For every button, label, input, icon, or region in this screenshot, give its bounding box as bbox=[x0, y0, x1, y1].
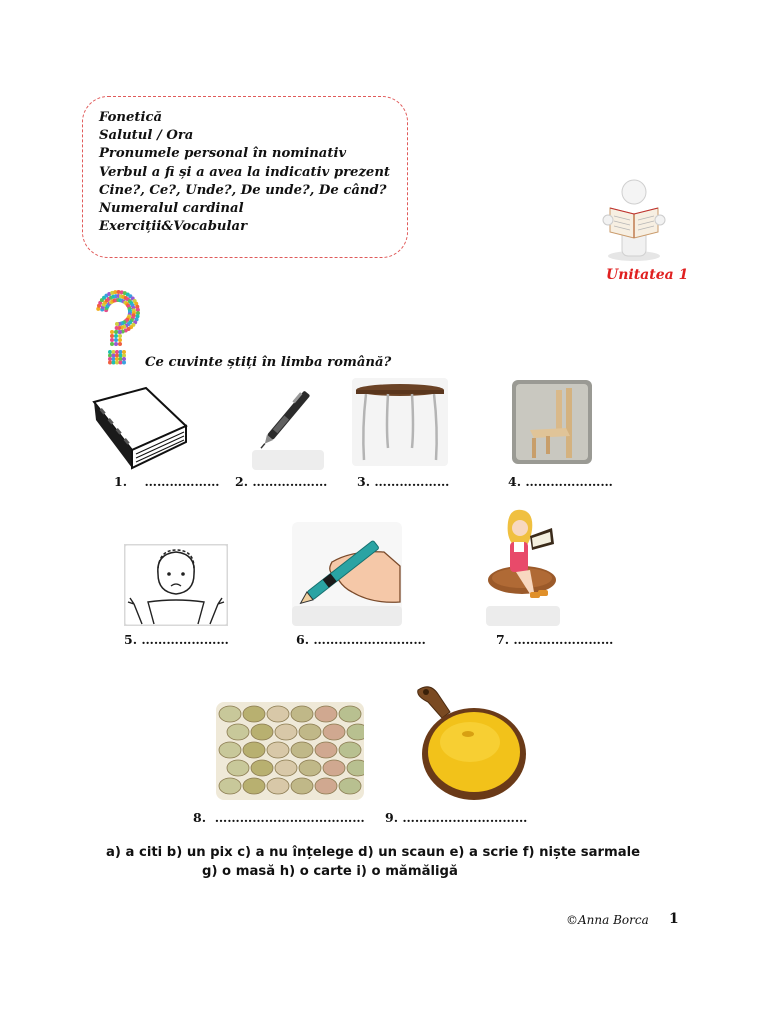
question-dot bbox=[118, 334, 122, 338]
topic-item: Fonetică bbox=[99, 110, 163, 125]
mamaliga-icon bbox=[408, 682, 526, 802]
item-label: 8. ……………………………… bbox=[193, 810, 365, 825]
sarmale-roll bbox=[219, 778, 241, 794]
sarmale-roll bbox=[291, 778, 313, 794]
sarmale-roll bbox=[243, 706, 265, 722]
question-dot bbox=[115, 350, 119, 354]
blank-line: ……………………………… bbox=[214, 810, 365, 825]
blank-line: ……………… bbox=[374, 474, 450, 489]
sarmale-roll bbox=[339, 778, 361, 794]
question-dot bbox=[118, 338, 122, 342]
answer-options-line1: a) a citi b) un pix c) a nu înțelege d) un scaun e) a scrie f) niște sarmale bbox=[106, 845, 641, 860]
answer-options-line2: g) o masă h) o carte i) o mămăligă bbox=[202, 864, 458, 879]
sarmale-roll bbox=[219, 706, 241, 722]
sarmale-icon bbox=[216, 702, 364, 800]
question-dot bbox=[122, 361, 126, 365]
question-dot bbox=[119, 357, 123, 361]
question-dot bbox=[108, 350, 112, 354]
blank-line: ……………… bbox=[252, 474, 328, 489]
question-dot bbox=[119, 361, 123, 365]
topic-item: Exerciții&Vocabular bbox=[99, 219, 248, 235]
question-dot bbox=[112, 361, 116, 365]
sarmale-roll bbox=[251, 760, 273, 776]
topics-box bbox=[82, 96, 408, 258]
author-credit: ©Anna Borca bbox=[566, 913, 649, 927]
question-dot bbox=[118, 342, 122, 346]
sarmale-roll bbox=[291, 742, 313, 758]
table-icon bbox=[352, 378, 448, 466]
reading-figure-icon bbox=[596, 176, 678, 262]
topic-item: Cine?, Ce?, Unde?, De unde?, De când? bbox=[99, 182, 387, 198]
sarmale-roll bbox=[219, 742, 241, 758]
question-dot bbox=[115, 361, 119, 365]
sarmale-roll bbox=[227, 760, 249, 776]
question-dot bbox=[114, 342, 118, 346]
sarmale-roll bbox=[315, 778, 337, 794]
question-dot bbox=[114, 338, 118, 342]
sarmale-roll bbox=[347, 724, 364, 740]
sarmale-roll bbox=[243, 742, 265, 758]
pen-icon bbox=[250, 376, 326, 472]
question-dot bbox=[108, 361, 112, 365]
sarmale-roll bbox=[251, 724, 273, 740]
hand-writing-icon bbox=[292, 522, 402, 626]
sarmale-roll bbox=[243, 778, 265, 794]
confused-person-icon bbox=[124, 544, 228, 626]
item-label: 1. ……………… bbox=[114, 474, 220, 489]
question-mark-icon bbox=[90, 288, 146, 368]
topic-item: Salutul / Ora bbox=[99, 128, 194, 144]
question-dot bbox=[114, 334, 118, 338]
question-dot bbox=[119, 354, 123, 358]
question-dot bbox=[110, 330, 114, 334]
question-dot bbox=[115, 326, 119, 330]
item-label: 2. ……………… bbox=[235, 474, 328, 489]
sarmale-roll bbox=[299, 760, 321, 776]
sarmale-roll bbox=[275, 760, 297, 776]
sarmale-roll bbox=[315, 742, 337, 758]
question-dot bbox=[122, 357, 126, 361]
question-dot bbox=[118, 330, 122, 334]
question-dot bbox=[108, 357, 112, 361]
blank-line: ………………… bbox=[525, 474, 613, 489]
item-label: 3. ……………… bbox=[357, 474, 450, 489]
question-dot bbox=[112, 357, 116, 361]
sarmale-roll bbox=[291, 706, 313, 722]
item-label: 9. ………………………… bbox=[385, 810, 528, 825]
blank-line: ……………… bbox=[144, 474, 220, 489]
sarmale-roll bbox=[227, 724, 249, 740]
topic-item: Verbul a fi și a avea la indicativ prezent bbox=[99, 164, 390, 180]
item-label: 4. ………………… bbox=[508, 474, 613, 489]
topic-item: Numeralul cardinal bbox=[99, 201, 244, 217]
blank-line: ………………………… bbox=[402, 810, 528, 825]
sarmale-roll bbox=[267, 778, 289, 794]
question-dot bbox=[119, 350, 123, 354]
chair-icon bbox=[512, 380, 592, 464]
page-number: 1 bbox=[669, 911, 679, 927]
question-dot bbox=[122, 354, 126, 358]
question-dot bbox=[122, 350, 126, 354]
question-dot bbox=[112, 354, 116, 358]
sarmale-roll bbox=[267, 742, 289, 758]
question-dot bbox=[115, 354, 119, 358]
sarmale-roll bbox=[315, 706, 337, 722]
question-heading: Ce cuvinte știți în limba română? bbox=[145, 355, 392, 370]
sarmale-roll bbox=[347, 760, 364, 776]
blank-line: ……………………… bbox=[313, 632, 426, 647]
question-dot bbox=[108, 354, 112, 358]
book-icon bbox=[88, 384, 190, 472]
sarmale-roll bbox=[323, 760, 345, 776]
unit-label: Unitatea 1 bbox=[606, 267, 689, 283]
item-label: 6. ……………………… bbox=[296, 632, 426, 647]
sarmale-roll bbox=[339, 706, 361, 722]
blank-line: …………………… bbox=[513, 632, 614, 647]
question-dot bbox=[112, 350, 116, 354]
sarmale-roll bbox=[299, 724, 321, 740]
blank-line: ………………… bbox=[141, 632, 229, 647]
question-dot bbox=[110, 342, 114, 346]
topic-item: Pronumele personal în nominativ bbox=[99, 146, 347, 162]
question-dot bbox=[115, 322, 119, 326]
question-dot bbox=[110, 338, 114, 342]
sarmale-roll bbox=[267, 706, 289, 722]
item-label: 7. …………………… bbox=[496, 632, 614, 647]
girl-reading-icon bbox=[486, 508, 560, 626]
sarmale-roll bbox=[323, 724, 345, 740]
sarmale-roll bbox=[339, 742, 361, 758]
question-dot bbox=[114, 330, 118, 334]
item-label: 5. ………………… bbox=[124, 632, 229, 647]
question-dot bbox=[115, 357, 119, 361]
sarmale-roll bbox=[275, 724, 297, 740]
question-dot bbox=[110, 334, 114, 338]
